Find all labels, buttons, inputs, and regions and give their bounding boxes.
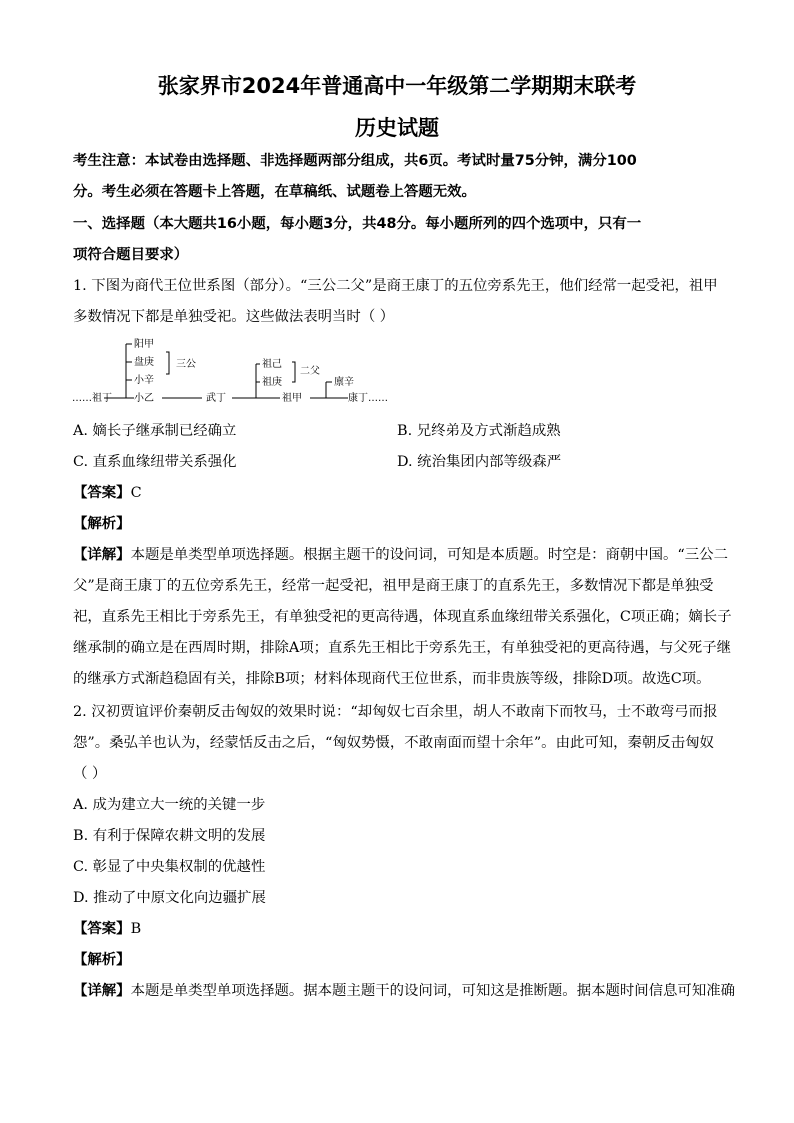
node-zujia: 祖甲 <box>282 393 302 404</box>
section-heading-line-1: 一、选择题（本大题共16小题，每小题3分，共48分。每小题所列的四个选项中，只有一 <box>73 216 642 232</box>
answer-value: B <box>130 921 142 937</box>
node-yangjia: 阳甲 <box>134 339 154 350</box>
node-zuding: ……祖丁 <box>72 393 112 404</box>
q2-stem-line-3: （ ） <box>73 766 107 782</box>
notice-line-2: 分。考生必须在答题卡上答题，在草稿纸、试题卷上答题无效。 <box>73 184 476 200</box>
node-xiaoyi: 小乙 <box>134 393 154 404</box>
node-wuding: 武丁 <box>206 393 226 404</box>
q1-option-b: B. 兄终弟及方式渐趋成熟 <box>397 423 561 439</box>
q1-option-c: C. 直系血缘纽带关系强化 <box>73 454 237 470</box>
q1-detail-line-5: 的继承方式渐趋稳固有关，排除B项；材料体现商代王位世系，而非贵族等级，排除D项。故选C项。 <box>73 671 711 687</box>
q1-option-d: D. 统治集团内部等级森严 <box>397 454 562 470</box>
node-linxin: 廪辛 <box>334 377 354 388</box>
detail-text: 本题是单类型单项选择题。据本题主题干的设问词，可知这是推断题。据本题时间信息可知准确 <box>130 983 735 999</box>
q2-stem-line-2: 怨”。桑弘羊也认为，经蒙恬反击之后，“匈奴势慑，不敢南面而望十余年”。由此可知，秦朝反击匈奴 <box>73 735 714 751</box>
detail-text: 本题是单类型单项选择题。根据主题干的设问词，可知是本质题。时空是：商朝中国。“三公二 <box>130 547 728 563</box>
section-heading-line-2: 项符合题目要求） <box>73 247 189 263</box>
analysis-tag: 【解析】 <box>73 516 131 532</box>
shang-lineage-diagram <box>70 334 400 410</box>
q2-analysis <box>73 950 723 970</box>
node-kangding: 康丁…… <box>348 393 388 404</box>
q1-stem-line-2: 多数情况下都是单独受祀。这些做法表明当时（ ） <box>73 309 395 325</box>
answer-tag: 【答案】 <box>73 485 131 501</box>
q1-analysis <box>73 514 723 534</box>
q1-detail-line-2: 父”是商王康丁的五位旁系先王，经常一起受祀，祖甲是商王康丁的直系先王，多数情况下都是单独受 <box>73 578 714 594</box>
q2-option-d: D. 推动了中原文化向边疆扩展 <box>73 890 266 906</box>
answer-tag: 【答案】 <box>73 921 131 937</box>
answer-value: C <box>130 485 142 501</box>
exam-title: 张家界市2024年普通高中一年级第二学期期末联考 <box>157 74 637 98</box>
subject-title: 历史试题 <box>355 116 439 140</box>
q1-detail-line-4: 继承制的确立是在西周时期，排除A项；直系先王相比于旁系先王，有单独受祀的更高待遇，与父死子继 <box>73 640 731 656</box>
q1-answer <box>73 483 723 503</box>
label-erfu: 二父 <box>300 366 320 377</box>
q1-option-a: A. 嫡长子继承制已经确立 <box>73 423 237 439</box>
node-xiaoxin: 小辛 <box>134 375 154 386</box>
q2-detail-line-1 <box>73 981 735 1001</box>
q2-stem-line-1: 2. 汉初贾谊评价秦朝反击匈奴的效果时说：“却匈奴七百余里，胡人不敢南下而牧马，士不敢弯弓而报 <box>73 704 718 720</box>
detail-tag: 【详解】 <box>73 983 131 999</box>
node-zuji: 祖己 <box>262 359 282 370</box>
q2-option-b: B. 有利于保障农耕文明的发展 <box>73 828 266 844</box>
q1-stem-line-1: 1. 下图为商代王位世系图（部分）。“三公二父”是商王康丁的五位旁系先王，他们经常一起受祀，祖甲 <box>73 278 718 294</box>
q2-option-c: C. 彰显了中央集权制的优越性 <box>73 859 266 875</box>
label-sangong: 三公 <box>176 359 196 370</box>
q1-detail-line-3: 祀，直系先王相比于旁系先王，有单独受祀的更高待遇，体现直系血缘纽带关系强化，C项正确；嫡长子 <box>73 609 732 625</box>
q2-option-a: A. 成为建立大一统的关键一步 <box>73 797 266 813</box>
q1-detail-line-1 <box>73 545 728 565</box>
node-pangeng: 盘庚 <box>134 357 154 368</box>
notice-line-1: 考生注意：本试卷由选择题、非选择题两部分组成，共6页。考试时量75分钟，满分100 <box>73 153 637 169</box>
detail-tag: 【详解】 <box>73 547 131 563</box>
node-zugeng: 祖庚 <box>262 377 282 388</box>
analysis-tag: 【解析】 <box>73 952 131 968</box>
q2-answer <box>73 919 723 939</box>
